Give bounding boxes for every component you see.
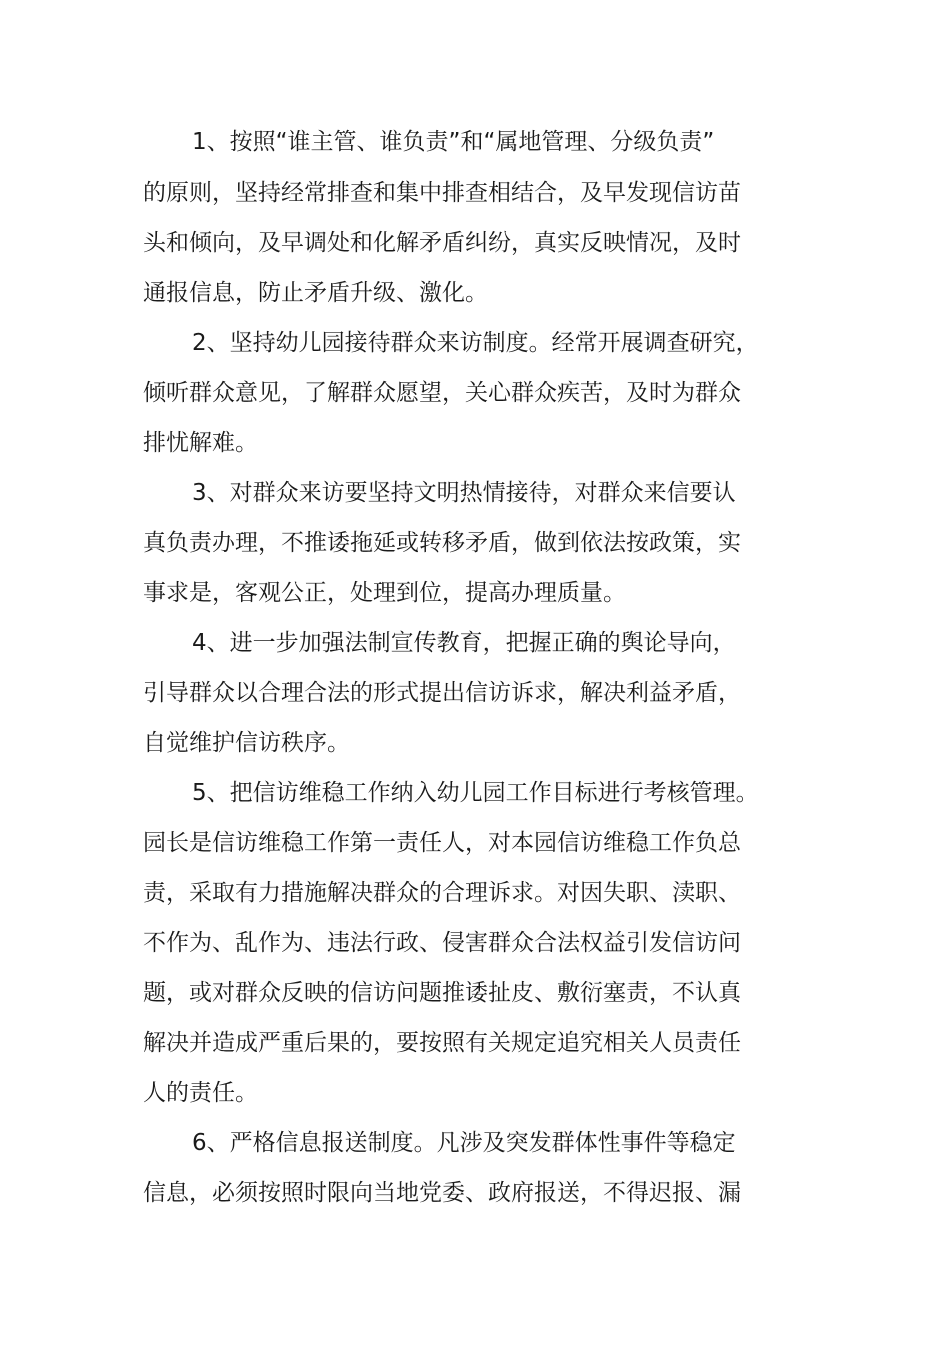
text-line: 排忧解难。	[143, 430, 258, 456]
paragraph-4-line-2	[0, 673, 950, 713]
paragraph-4-line-1	[0, 623, 950, 663]
paragraph-6-line-2	[0, 1173, 950, 1213]
text-line: 题，或对群众反映的信访问题推诿扯皮、敷衍塞责，不认真	[143, 980, 741, 1006]
paragraph-1-line-1	[0, 122, 950, 162]
text-line: 园长是信访维稳工作第一责任人，对本园信访维稳工作负总	[143, 830, 741, 856]
paragraph-3-line-1	[0, 473, 950, 513]
text-line: 倾听群众意见，了解群众愿望，关心群众疾苦，及时为群众	[143, 380, 741, 406]
text-line: 自觉维护信访秩序。	[143, 730, 350, 756]
text-line: 5、把信访维稳工作纳入幼儿园工作目标进行考核管理。	[192, 780, 759, 806]
paragraph-6-line-1	[0, 1123, 950, 1163]
text-line: 真负责办理，不推诿拖延或转移矛盾，做到依法按政策，实	[143, 530, 741, 556]
paragraph-5-line-7	[0, 1073, 950, 1113]
text-line: 引导群众以合理合法的形式提出信访诉求，解决利益矛盾，	[143, 680, 741, 706]
text-line: 2、坚持幼儿园接待群众来访制度。经常开展调查研究，	[192, 330, 759, 356]
paragraph-5-line-3	[0, 873, 950, 913]
text-line: 事求是，客观公正，处理到位，提高办理质量。	[143, 580, 626, 606]
paragraph-3-line-2	[0, 523, 950, 563]
paragraph-5-line-5	[0, 973, 950, 1013]
paragraph-1-line-2	[0, 173, 950, 213]
text-line: 不作为、乱作为、违法行政、侵害群众合法权益引发信访问	[143, 930, 741, 956]
paragraph-5-line-1	[0, 773, 950, 813]
paragraph-2-line-2	[0, 373, 950, 413]
text-line: 4、进一步加强法制宣传教育，把握正确的舆论导向，	[192, 630, 736, 656]
text-line: 的原则，坚持经常排查和集中排查相结合，及早发现信访苗	[143, 180, 741, 206]
paragraph-3-line-3	[0, 573, 950, 613]
paragraph-2-line-1	[0, 323, 950, 363]
text-line: 3、对群众来访要坚持文明热情接待，对群众来信要认	[192, 480, 736, 506]
text-line: 6、严格信息报送制度。凡涉及突发群体性事件等稳定	[192, 1130, 736, 1156]
paragraph-4-line-3	[0, 723, 950, 763]
text-line: 头和倾向，及早调处和化解矛盾纠纷，真实反映情况，及时	[143, 230, 741, 256]
text-line: 责，采取有力措施解决群众的合理诉求。对因失职、渎职、	[143, 880, 741, 906]
text-line: 通报信息，防止矛盾升级、激化。	[143, 280, 488, 306]
paragraph-5-line-6	[0, 1023, 950, 1063]
text-line: 解决并造成严重后果的，要按照有关规定追究相关人员责任	[143, 1030, 741, 1056]
paragraph-1-line-4	[0, 273, 950, 313]
paragraph-5-line-2	[0, 823, 950, 863]
text-line: 人的责任。	[143, 1080, 258, 1106]
paragraph-2-line-3	[0, 423, 950, 463]
text-line: 信息，必须按照时限向当地党委、政府报送，不得迟报、漏	[143, 1180, 741, 1206]
text-line: 1、按照“谁主管、谁负责”和“属地管理、分级负责”	[192, 129, 715, 155]
paragraph-1-line-3	[0, 223, 950, 263]
paragraph-5-line-4	[0, 923, 950, 963]
